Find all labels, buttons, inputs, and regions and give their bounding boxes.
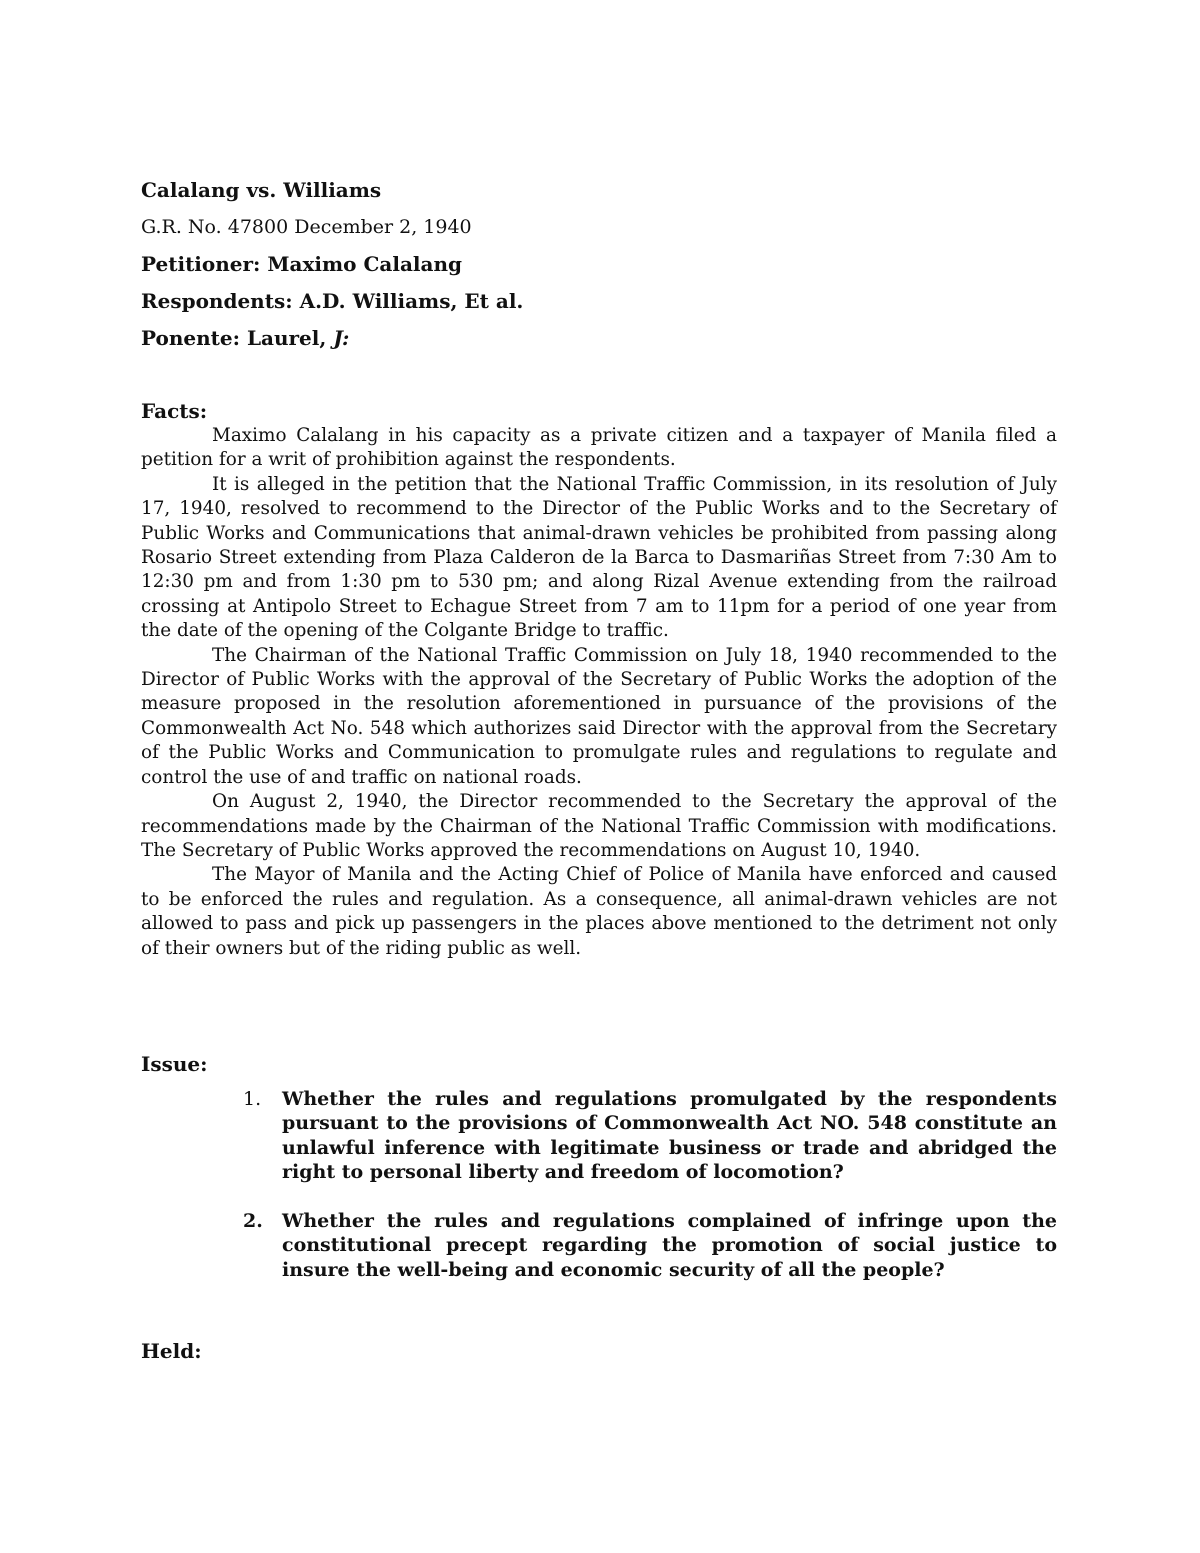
held-heading: Held:	[141, 1339, 202, 1364]
facts-paragraph: It is alleged in the petition that the National Traffic Commission, in its resolution of July 17, 1940, resolved to recommend to the Director of the Public Works and to the Secretary of Public Works and Communications that animal-drawn vehicles be prohibited from passing along Rosario Street extending from Plaza Calderon de la Barca to Dasmariñas Street from 7:30 Am to 12:30 pm and from 1:30 pm to 530 pm; and along Rizal Avenue extending from the railroad crossing at Antipolo Street to Echague Street from 7 am to 11pm for a period of one year from the date of the opening of the Colgante Bridge to traffic.	[141, 473, 1057, 642]
issue-item	[243, 1209, 1057, 1283]
respondents-line: Respondents: A.D. Williams, Et al.	[141, 289, 524, 313]
issue-number: 1.	[243, 1087, 262, 1110]
issue-text: Whether the rules and regulations complained of infringe upon the constitutional precept regarding the promotion of social justice to insure the well-being and economic security of all the people?	[282, 1209, 1057, 1281]
issue-list	[141, 1087, 1057, 1283]
issue-heading: Issue:	[141, 1051, 208, 1076]
issue-text: Whether the rules and regulations promulgated by the respondents pursuant to the provisions of Commonwealth Act NO. 548 constitute an unlawful inference with legitimate business or trade and abridged the right to personal liberty and freedom of locomotion?	[282, 1087, 1057, 1184]
case-title: Calalang vs. Williams	[141, 178, 382, 202]
petitioner-line: Petitioner: Maximo Calalang	[141, 252, 462, 276]
ponente-line	[141, 324, 1057, 352]
ponente-suffix: J:	[333, 326, 350, 350]
facts-body	[141, 424, 1057, 961]
facts-paragraph: The Chairman of the National Traffic Commission on July 18, 1940 recommended to the Director of Public Works with the approval of the Secretary of Public Works the adoption of the measure proposed in the resolution aforementioned in pursuance of the provisions of the Commonwealth Act No. 548 which authorizes said Director with the approval from the Secretary of the Public Works and Communication to promulgate rules and regulations to regulate and control the use of and traffic on national roads.	[141, 644, 1057, 788]
issue-number: 2.	[243, 1209, 263, 1232]
facts-paragraph: Maximo Calalang in his capacity as a private citizen and a taxpayer of Manila filed a petition for a writ of prohibition against the respondents.	[141, 425, 1057, 471]
facts-paragraph: On August 2, 1940, the Director recommended to the Secretary the approval of the recommendations made by the Chairman of the National Traffic Commission with modifications. The Secretary of Public Works approved the recommendations on August 10, 1940.	[141, 791, 1057, 861]
document-page	[141, 176, 1057, 1364]
ponente-label: Ponente: Laurel,	[141, 326, 334, 350]
issue-item	[243, 1087, 1057, 1185]
gr-number-date: G.R. No. 47800 December 2, 1940	[141, 216, 472, 238]
facts-heading: Facts:	[141, 399, 208, 423]
facts-paragraph: The Mayor of Manila and the Acting Chief of Police of Manila have enforced and caused to be enforced the rules and regulation. As a consequence, all animal-drawn vehicles are not allowed to pass and pick up passengers in the places above mentioned to the detriment not only of their owners but of the riding public as well.	[141, 864, 1057, 959]
